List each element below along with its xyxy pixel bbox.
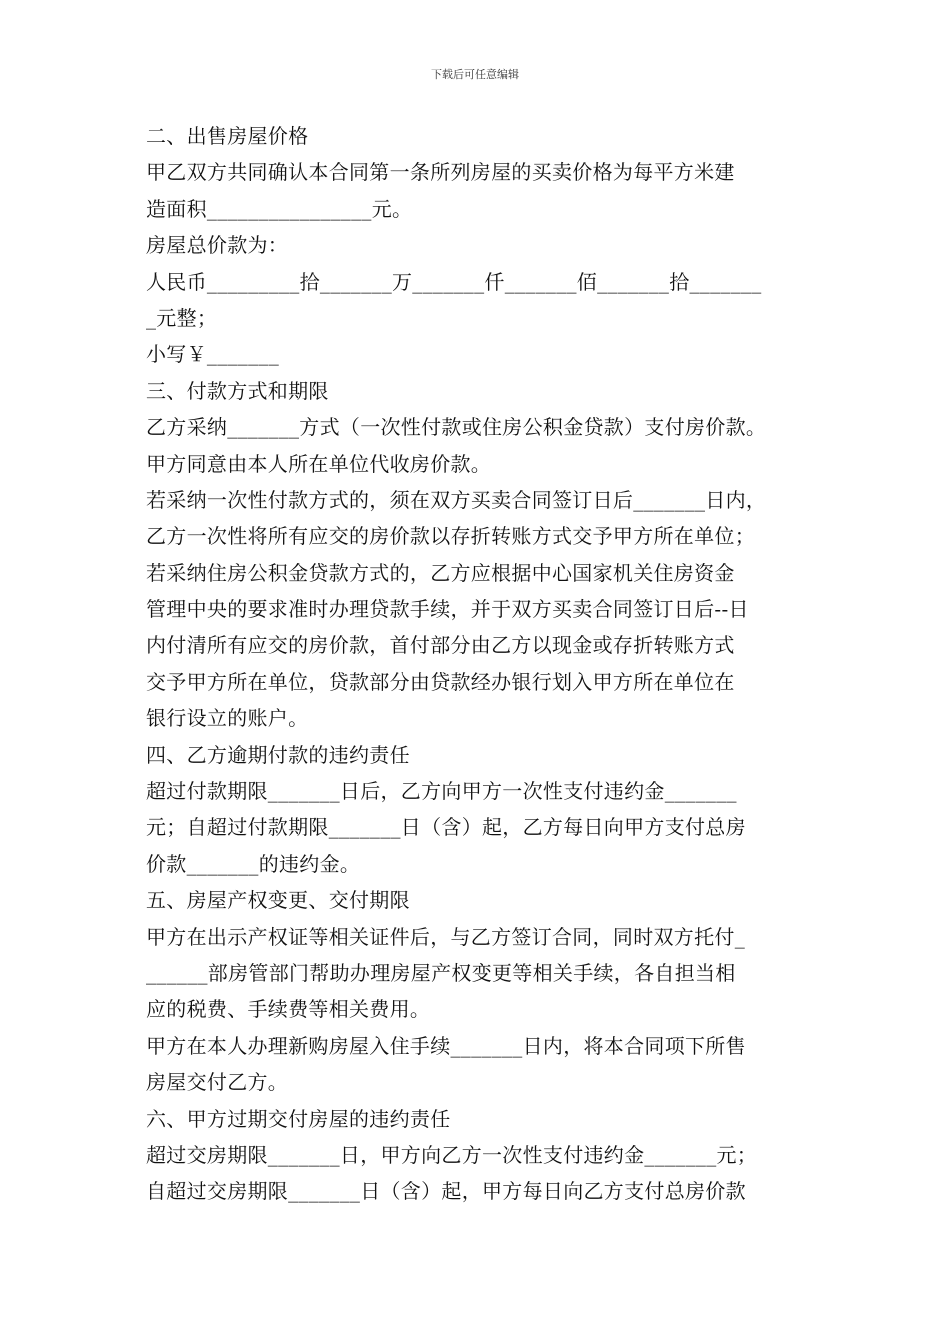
- text-line: 元；自超过付款期限_______日（含）起，乙方每日向甲方支付总房: [146, 815, 746, 840]
- text-line: 二、出售房屋价格: [146, 124, 309, 148]
- text-line: 超过交房期限_______日，甲方向乙方一次性支付违约金_______元；: [146, 1142, 758, 1167]
- text-line: 银行设立的账户。: [146, 706, 309, 731]
- page-header: 下载后可任意编辑: [431, 68, 519, 81]
- text-line: 小写￥_______: [146, 342, 279, 367]
- text-line: _元整；: [146, 305, 218, 330]
- text-line: 房屋总价款为：: [146, 233, 289, 258]
- document-body: [146, 118, 826, 1210]
- text-line: 造面积________________元。: [146, 196, 413, 221]
- text-line: 乙方采纳_______方式（一次性付款或住房公积金贷款）支付房价款。: [146, 415, 767, 440]
- text-line: 若采纳一次性付款方式的，须在双方买卖合同签订日后_______日内，: [146, 487, 767, 512]
- text-line: 六、甲方过期交付房屋的违约责任: [146, 1106, 451, 1131]
- text-line: 房屋交付乙方。: [146, 1070, 289, 1095]
- text-line: 甲乙双方共同确认本合同第一条所列房屋的买卖价格为每平方米建: [146, 160, 735, 185]
- text-line: 甲方在出示产权证等相关证件后，与乙方签订合同，同时双方托付_: [146, 924, 745, 949]
- text-line: 人民币_________拾_______万_______仟_______佰_______拾_______: [146, 269, 762, 294]
- text-line: 自超过交房期限_______日（含）起，甲方每日向乙方支付总房价款: [146, 1179, 746, 1204]
- text-line: 应的税费、手续费等相关费用。: [146, 997, 431, 1022]
- text-line: 交予甲方所在单位，贷款部分由贷款经办银行划入甲方所在单位在: [146, 669, 735, 694]
- text-line: 五、房屋产权变更、交付期限: [146, 888, 410, 913]
- text-line: 甲方在本人办理新购房屋入住手续_______日内，将本合同项下所售: [146, 1033, 746, 1058]
- text-line: 内付清所有应交的房价款，首付部分由乙方以现金或存折转账方式: [146, 633, 735, 658]
- text-line: 四、乙方逾期付款的违约责任: [146, 742, 410, 767]
- text-line: 管理中央的要求准时办理贷款手续，并于双方买卖合同签订日后--日: [146, 597, 749, 622]
- text-line: 价款_______的违约金。: [146, 851, 361, 876]
- text-line: ______部房管部门帮助办理房屋产权变更等相关手续，各自担当相: [146, 960, 736, 985]
- text-line: 三、付款方式和期限: [146, 378, 329, 403]
- text-line: 乙方一次性将所有应交的房价款以存折转账方式交予甲方所在单位；: [146, 524, 755, 549]
- text-line: 超过付款期限_______日后，乙方向甲方一次性支付违约金_______: [146, 779, 737, 804]
- text-line: 若采纳住房公积金贷款方式的，乙方应根据中心国家机关住房资金: [146, 560, 735, 585]
- text-line: 甲方同意由本人所在单位代收房价款。: [146, 451, 492, 476]
